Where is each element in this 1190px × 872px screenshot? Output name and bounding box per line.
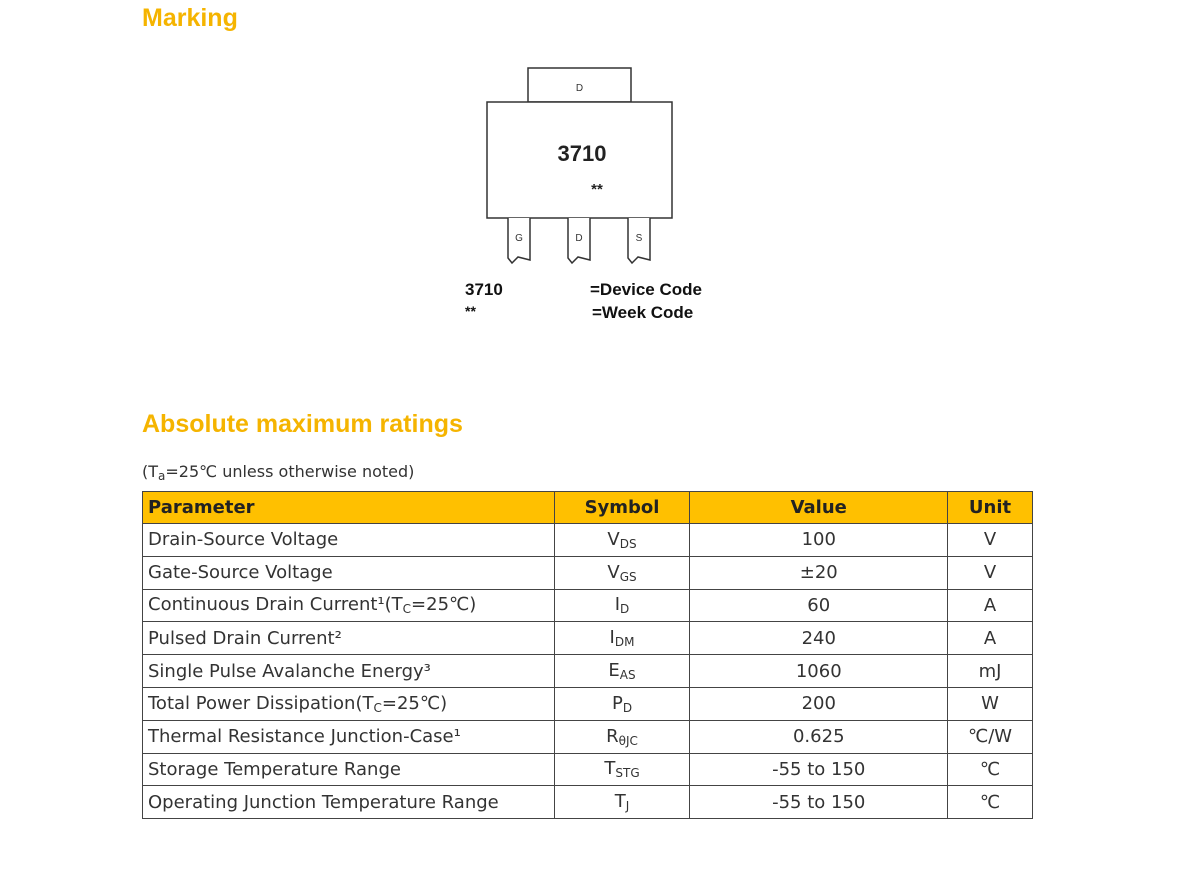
cell-symbol: $T_{STG}$ [554,753,690,786]
cell-symbol: $E_{AS}$ [554,655,690,688]
table-row [143,720,1033,753]
table-row [143,556,1033,589]
cell-symbol: $R_{\theta JC}$ [554,720,690,753]
cell-unit: ℃ [948,786,1033,819]
table-row [143,687,1033,720]
cell-parameter: Total Power $Dissipation(T_C=25℃)$ [143,687,555,720]
cell-value: 240 [690,622,948,655]
week-code-mark: ** [591,181,603,198]
pin-source-label: S [635,233,643,244]
pin-gate [508,218,530,263]
package-marking-diagram [440,60,740,280]
header-symbol: Symbol [554,492,690,524]
cell-unit: ℃ [948,753,1033,786]
cell-value: -55 to 150 [690,786,948,819]
table-header-row [143,492,1033,524]
marking-heading: Marking [142,4,238,32]
cell-parameter: Operating Junction Temperature Range [143,786,555,819]
cell-value: 100 [690,524,948,557]
table-row [143,753,1033,786]
legend-device-code: 3710 [465,280,503,299]
ratings-table [142,491,1033,819]
header-unit: Unit [948,492,1033,524]
pin-drain [568,218,590,263]
pin-drain-label: D [575,233,583,244]
cell-unit: A [948,622,1033,655]
tab-pin-label: D [575,83,584,94]
cell-symbol: $T_J$ [554,786,690,819]
cell-parameter: Storage Temperature Range [143,753,555,786]
cell-value: 60 [690,589,948,622]
cell-parameter: Pulsed Drain Current² [143,622,555,655]
cell-unit: W [948,687,1033,720]
cell-parameter: Thermal Resistance Junction-Case¹ [143,720,555,753]
cell-symbol: $V_{GS}$ [554,556,690,589]
pin-source [628,218,650,263]
ratings-heading: Absolute maximum ratings [142,410,463,438]
cell-unit: ℃/W [948,720,1033,753]
header-parameter: Parameter [143,492,555,524]
cell-value: ±20 [690,556,948,589]
pin-gate-label: G [515,233,523,244]
legend-week-code: ** [465,303,476,319]
cell-value: -55 to 150 [690,753,948,786]
cell-unit: mJ [948,655,1033,688]
legend-device-meaning: =Device Code [590,280,702,299]
cell-symbol: $V_{DS}$ [554,524,690,557]
cell-value: 1060 [690,655,948,688]
table-row [143,622,1033,655]
cell-parameter: Single Pulse Avalanche Energy³ [143,655,555,688]
legend-week-meaning: =Week Code [592,303,694,322]
cell-symbol: $I_{DM}$ [554,622,690,655]
table-row [143,589,1033,622]
cell-unit: A [948,589,1033,622]
cell-value: 200 [690,687,948,720]
cell-parameter: Gate-Source Voltage [143,556,555,589]
table-row [143,786,1033,819]
cell-parameter: Continuous Drain $Current^1(T_C=25℃)$ [143,589,555,622]
header-value: Value [690,492,948,524]
conditions-note: ($T_a=25℃$ unless otherwise noted) [142,462,415,483]
cell-unit: V [948,524,1033,557]
cell-unit: V [948,556,1033,589]
cell-value: 0.625 [690,720,948,753]
table-row [143,524,1033,557]
device-code-mark: 3710 [557,141,607,166]
cell-symbol: $P_D$ [554,687,690,720]
table-row [143,655,1033,688]
cell-parameter: Drain-Source Voltage [143,524,555,557]
cell-symbol: $I_D$ [554,589,690,622]
